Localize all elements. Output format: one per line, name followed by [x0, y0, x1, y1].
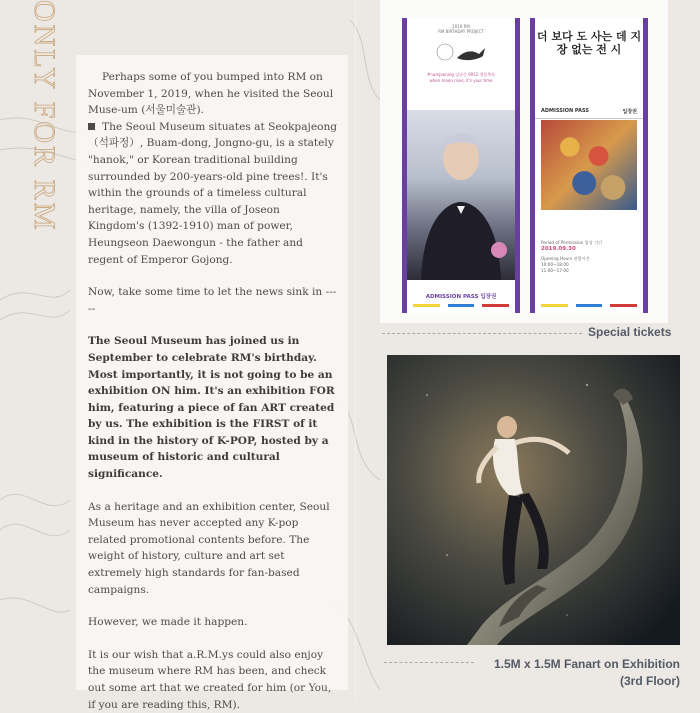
ticket-2-stripes: [541, 304, 637, 307]
rm-photo: [407, 110, 515, 280]
article-paragraph-6: However, we made it happen.: [88, 616, 248, 629]
ticket-2-hours-label: Opening Hours 관람시간: [541, 256, 590, 261]
ticket-1-hashtag: #namjooning 김남준 0912 생일축하: [426, 72, 495, 77]
rm-portrait-icon: [407, 110, 515, 280]
fanart-caption-rule: [384, 662, 474, 663]
ticket-1-top: 2019 RM: [452, 24, 470, 29]
article-paragraph-7: It is our wish that a.R.M.ys could also enjoy the museum where RM has been, and check out some art that we created for him (or You, if you are reading this, RM).: [88, 648, 332, 711]
ticket-1-header: [407, 18, 515, 108]
ticket-1-admission-pass: ADMISSION PASS 입장권: [425, 294, 497, 300]
panel-divider: [355, 0, 356, 700]
whale-fanart-image: [387, 355, 680, 645]
ticket-1-tagline: when moon rises, it's your time: [429, 78, 493, 83]
ticket-2-title: 더 보다 도 사는 데 지 장 없는 전 시: [536, 30, 642, 56]
ticket-2-admission-label-ko: 입장권: [622, 109, 637, 115]
ticket-2-admission-row: [535, 108, 643, 119]
side-title: [26, 0, 62, 260]
ticket-birthday-project: [402, 18, 520, 313]
tickets-panel: [380, 0, 668, 323]
tickets-caption-rule: [382, 333, 582, 334]
article-card: [76, 55, 348, 711]
ticket-2-painting: [541, 120, 637, 210]
ticket-2-date: 2019.09.30: [541, 246, 576, 252]
ticket-1-project: RM BIRTHDAY PROJECT: [438, 29, 484, 34]
fanart-caption: [494, 656, 680, 690]
ticket-2-hours-1: 10:00~18:00: [541, 262, 569, 267]
whale-moon-logo-icon: [431, 40, 491, 66]
tickets-caption: Special tickets: [588, 325, 672, 339]
article-paragraph-1: Perhaps some of you bumped into RM on November 1, 2019, when he visited the Seoul Muse-um (서울미술관).: [88, 71, 334, 117]
fanart-caption-line-2: (3rd Floor): [620, 674, 680, 688]
ticket-2-hours-2: 11:00~17:00: [541, 268, 569, 273]
ticket-2-admission-label: ADMISSION PASS: [541, 108, 589, 114]
ticket-exhibition: [530, 18, 648, 313]
article-paragraph-3: Now, take some time to let the news sink in -----: [88, 286, 337, 315]
article-paragraph-2-text: The Seoul Museum situates at Seokpajeong（석파정）, Buam-dong, Jongno-gu, is a stately "hanok," or Korean traditional building surrounded by 200-years-old pine trees!. It's within the grounds of a timeless cultural heritage, namely, the villa of Joseon Kingdom's (1392-1910) man of power, Heungseon Daewongun - the father and regent of Emperor Gojong.: [88, 120, 338, 266]
ticket-2-period-label: Period of Permission 입장 기간: [541, 240, 603, 245]
fanart-caption-line-1: 1.5M x 1.5M Fanart on Exhibition: [493, 657, 680, 671]
ticket-1-stripes: [413, 304, 509, 307]
bullet-icon: [88, 123, 95, 130]
ticket-2-info: [541, 240, 637, 274]
article-paragraph-5: As a heritage and an exhibition center, Seoul Museum has never accepted any K-pop related promotional contents before. The weight of history, culture and art set extremely high standards for fan-based campaigns.: [88, 500, 330, 596]
side-title-text: ONLY FOR RM: [28, 0, 61, 233]
article-paragraph-4: The Seoul Museum has joined us in September to celebrate RM's birthday. Most importantly, it is not going to be an exhibition ON him. It's an exhibition FOR him, featuring a piece of fan ART created by us. The exhibition is the FIRST of it kind in the history of K-POP, hosted by a museum of historic and cultural significance.: [88, 335, 335, 481]
article-paragraph-2: [88, 119, 338, 268]
